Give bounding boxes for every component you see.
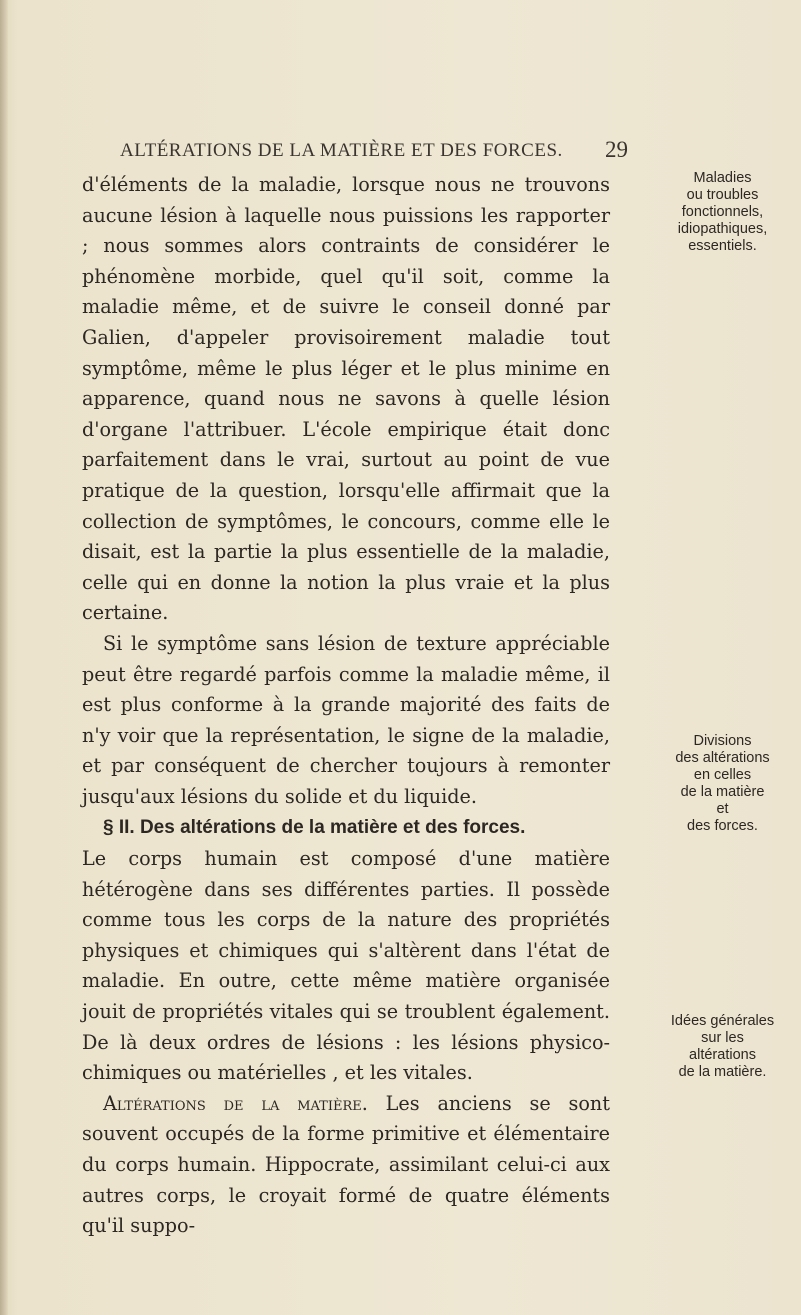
margin-note-divisions xyxy=(650,733,795,835)
margin-note-line: de la matière. xyxy=(678,1064,767,1080)
paragraph-1: d'éléments de la maladie, lorsque nous ne trouvons aucune lésion à laquelle nous puissions les rapporter ; nous sommes alors contraints de considérer le phénomène morbide, quel qu'il soit, comme la maladie même, et de suivre le conseil donné par Galien, d'appeler provisoirement maladie tout symptôme, même le plus léger et le plus minime en apparence, quand nous ne savons à quelle lésion d'organe l'attribuer. L'école empirique était donc parfaitement dans le vrai, surtout au point de vue pratique de la question, lorsqu'elle affirmait que la collection de symptômes, le concours, comme elle le disait, est la partie la plus essentielle de la maladie, celle qui en donne la notion la plus vraie et la plus certaine. xyxy=(82,173,610,625)
margin-note-line: de la matière xyxy=(680,784,765,800)
paragraph-4-lead: Altérations de la matière. xyxy=(103,1091,368,1115)
margin-note-line: des altérations xyxy=(675,750,770,766)
margin-note-line: altérations xyxy=(689,1047,756,1063)
page-number: 29 xyxy=(605,137,628,162)
main-text xyxy=(82,170,610,1242)
margin-note-line: fonctionnels, xyxy=(681,204,764,220)
running-header: ALTÉRATIONS DE LA MATIÈRE ET DES FORCES. xyxy=(120,140,563,161)
paragraph-4 xyxy=(82,1089,610,1242)
paragraph-3: Le corps humain est composé d'une matière hétérogène dans ses différentes parties. Il possède comme tous les corps de la nature des propriétés physiques et chimiques qui s'altèrent dans l'état de maladie. En outre, cette même matière organisée jouit de propriétés vitales qui se troublent également. De là deux ordres de lésions : les lésions physico-chimiques ou matérielles , et les vitales. xyxy=(82,847,610,1085)
margin-note-line: idiopathiques, xyxy=(677,221,768,237)
margin-note-line: essentiels. xyxy=(688,238,757,254)
page-binding-edge xyxy=(0,0,8,1315)
margin-note-line: des forces. xyxy=(687,818,758,834)
margin-note-line: ou troubles xyxy=(686,187,759,203)
section-heading-text: § II. Des altérations de la matière et des forces. xyxy=(103,817,526,839)
margin-note-line: Maladies xyxy=(693,170,752,186)
section-heading xyxy=(82,812,610,844)
paragraph-2: Si le symptôme sans lésion de texture appréciable peut être regardé parfois comme la maladie même, il est plus conforme à la grande majorité des faits de n'y voir que la représentation, le signe de la maladie, et par conséquent de chercher toujours à remonter jusqu'aux lésions du solide et du liquide. xyxy=(82,631,610,808)
margin-note-line: Idées générales xyxy=(670,1013,775,1029)
paragraph-4-text: Les anciens se sont souvent occupés de la forme primitive et élémentaire du corps humain. Hippocrate, assimilant celui-ci aux autres corps, le croyait formé de quatre éléments qu'il suppo- xyxy=(82,1091,610,1238)
margin-note-line: en celles xyxy=(693,767,752,783)
margin-note-maladies xyxy=(650,170,795,255)
margin-note-line: et xyxy=(716,801,729,817)
margin-note-idees xyxy=(650,1013,795,1081)
margin-note-line: Divisions xyxy=(693,733,752,749)
margin-note-line: sur les xyxy=(701,1030,744,1046)
